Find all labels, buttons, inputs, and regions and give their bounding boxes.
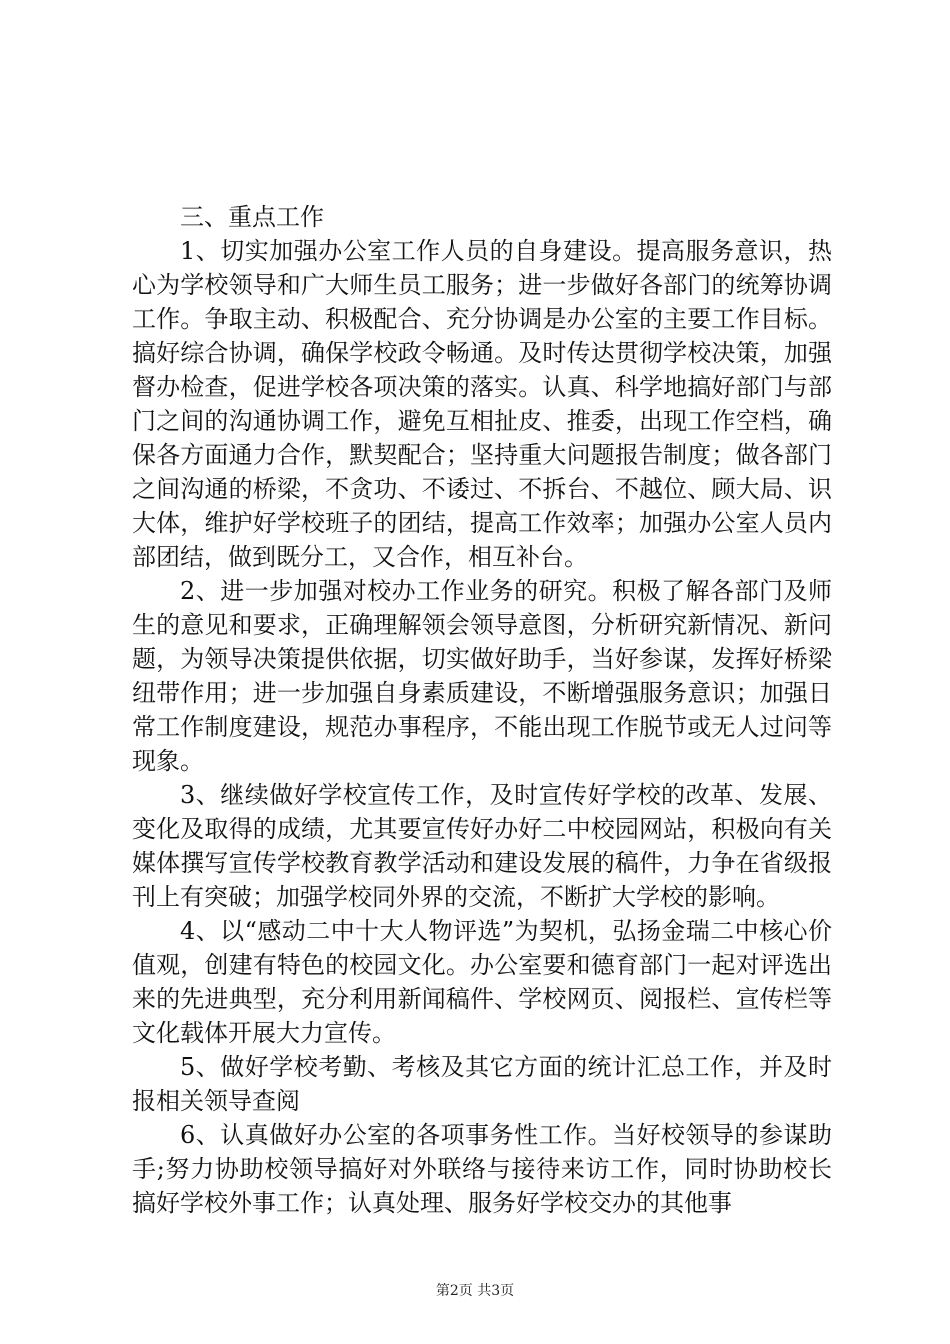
paragraph-3: 3、继续做好学校宣传工作，及时宣传好学校的改革、发展、变化及取得的成绩，尤其要宣传好办好二中校园网站，积极向有关媒体撰写宣传学校教育教学活动和建设发展的稿件，力争在省级报刊上有突破；加强学校同外界的交流，不断扩大学校的影响。	[132, 781, 832, 911]
paragraph-4: 4、以“感动二中十大人物评选”为契机，弘扬金瑞二中核心价值观，创建有特色的校园文化。办公室要和德育部门一起对评选出来的先进典型，充分利用新闻稿件、学校网页、阅报栏、宣传栏等文化载体开展大力宣传。	[132, 917, 832, 1047]
paragraph-6: 6、认真做好办公室的各项事务性工作。当好校领导的参谋助手;努力协助校领导搞好对外联络与接待来访工作，同时协助校长搞好学校外事工作；认真处理、服务好学校交办的其他事	[132, 1121, 832, 1217]
paragraph-2: 2、进一步加强对校办工作业务的研究。积极了解各部门及师生的意见和要求，正确理解领会领导意图，分析研究新情况、新问题，为领导决策提供依据，切实做好助手，当好参谋，发挥好桥梁纽带作用；进一步加强自身素质建设，不断增强服务意识；加强日常工作制度建设，规范办事程序，不能出现工作脱节或无人过问等现象。	[132, 577, 832, 775]
document-body	[132, 200, 832, 1220]
section-heading: 三、重点工作	[180, 203, 324, 231]
paragraph-1: 1、切实加强办公室工作人员的自身建设。提高服务意识，热心为学校领导和广大师生员工服务；进一步做好各部门的统筹协调工作。争取主动、积极配合、充分协调是办公室的主要工作目标。搞好综合协调，确保学校政令畅通。及时传达贯彻学校决策，加强督办检查，促进学校各项决策的落实。认真、科学地搞好部门与部门之间的沟通协调工作，避免互相扯皮、推委，出现工作空档，确保各方面通力合作，默契配合；坚持重大问题报告制度；做各部门之间沟通的桥梁，不贪功、不诿过、不拆台、不越位、顾大局、识大体，维护好学校班子的团结，提高工作效率；加强办公室人员内部团结，做到既分工，又合作，相互补台。	[132, 237, 832, 571]
page-number-footer: 第2页 共3页	[435, 1283, 515, 1299]
paragraph-5: 5、做好学校考勤、考核及其它方面的统计汇总工作，并及时报相关领导查阅	[132, 1053, 832, 1115]
